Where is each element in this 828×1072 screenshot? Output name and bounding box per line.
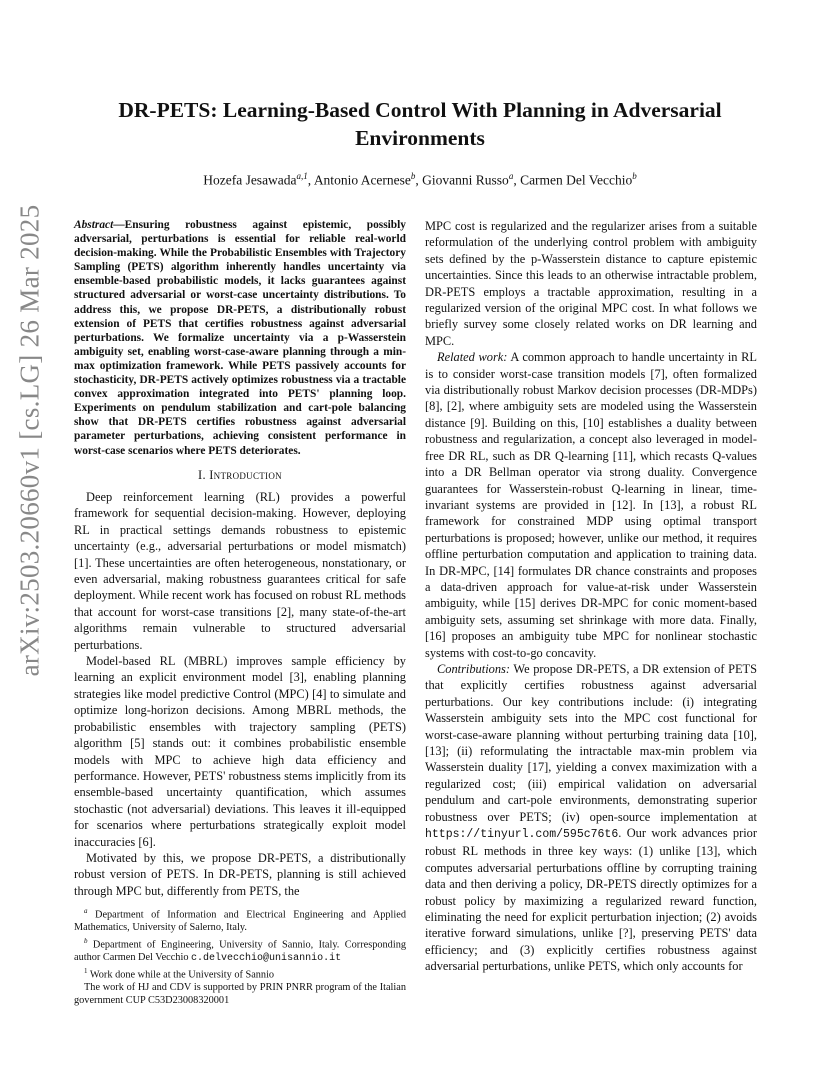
left-column <box>74 218 406 899</box>
footnote-text: Department of Information and Electrical Engineering and Applied Mathematics, University of Salerno, Italy. <box>74 909 406 934</box>
arxiv-identifier: arXiv:2503.20660v1 [cs.LG] 26 Mar 2025 <box>14 204 45 676</box>
author-affiliation: a <box>508 171 514 181</box>
footnote-1 <box>74 965 406 982</box>
author-name: Hozefa Jesawada <box>203 172 297 188</box>
corresponding-email-link[interactable]: c.delvecchio@unisannio.it <box>191 952 342 964</box>
related-work-paragraph <box>425 349 757 661</box>
footnote-mark: 1 <box>84 967 88 976</box>
author-affiliation: a,1 <box>296 171 308 181</box>
intro-paragraph: Motivated by this, we propose DR-PETS, a distributionally robust version of PETS. In DR-PETS, planning is still achieved through MPC but, differently from PETS, the <box>74 850 406 898</box>
footnotes <box>74 905 406 1007</box>
right-column <box>425 218 757 975</box>
author-name: Carmen Del Vecchio <box>520 172 633 188</box>
author-list: Hozefa Jesawada$^{a,1}$, Antonio Acernese$^b$, Giovanni Russo$^a$, Carmen Del Vecchio$^b$ <box>203 171 637 188</box>
footnote-mark: b <box>84 936 88 945</box>
author-name: Antonio Acernese <box>313 172 411 188</box>
related-work-text: A common approach to handle uncertainty in RL is to consider worst-case transition models [7], often formalized via distributionally robust Markov decision processes (DR-MDPs) [8], [2], where ambiguity sets are modeled using the Wasserstein distance [9]. Building on this, [10] establishes a duality between robustness and regularization, a concept also leveraged in model-free DR RL, such as DR Q-learning [11], which recasts Q-values into a DR Bellman operator via strong duality. Convergence guarantees for Wasserstein-robust Q-learning in linear, time-invariant systems are provided in [12]. In [13], a robust RL framework for constrained MDP using optimal transport perturbations is proposed; however, unlike our method, it requires offline perturbation computation and application to training data. In DR-MPC, [14] formulates DR chance constraints and proposes a data-driven approach for value-at-risk under Wasserstein ambiguity, while [15] derives DR-MPC for conic moment-based ambiguity sets, assuming set shrinkage with more data. Finally, [16] proposes an ambiguity tube MPC for nonlinear stochastic systems with cost-to-go concavity. <box>425 350 757 660</box>
section-heading-introduction: I. Introduction <box>198 467 282 482</box>
continuation-paragraph: MPC cost is regularized and the regularizer arises from a suitable reformulation of the underlying control problem with ambiguity sets defined by the p-Wasserstein distance to capture epistemic uncertainties. Since this leads to an otherwise intractable problem, DR-PETS employs a tractable approximation, resulting in a regularized version of the original MPC cost. In what follows we briefly survey some closely related works on DR learning and MPC. <box>425 219 757 348</box>
abstract-label: Abstract <box>74 219 114 231</box>
author-affiliation: b <box>410 171 416 181</box>
contributions-heading: Contributions: <box>437 661 510 676</box>
footnote-mark: a <box>84 907 88 915</box>
contributions-text-continued: . Our work advances prior robust RL methods in three key ways: (1) unlike [13], which computes adversarial perturbations offline by corrupting training data and then deriving a policy, DR-PETS directly optimizes for a robust policy by maximizing a regularized reward function, eliminating the need for explicit perturbation injection; (2) avoids iterative forward simulations, unlike [?], preserving PETS' data efficiency; and (3) explicitly certifies robustness against adversarial perturbations, unlike PETS, which only accounts for <box>425 826 757 974</box>
footnote-affiliation-b <box>74 935 406 966</box>
footnote-affiliation-a <box>74 905 406 935</box>
funding-note: The work of HJ and CDV is supported by PRIN PNRR program of the Italian government CUP C53D23008320001 <box>74 982 406 1006</box>
author-name: Giovanni Russo <box>422 172 509 188</box>
author-affiliation: b <box>632 171 637 181</box>
arxiv-identifier-stamp <box>8 90 52 790</box>
footnote-text: Work done while at the University of Sannio <box>89 969 275 981</box>
intro-paragraph: Model-based RL (MBRL) improves sample efficiency by learning an explicit environment model [3], enabling planning strategies like model predictive Control (MPC) [4] to simulate and optimize long-horizon decisions. Among MBRL methods, the probabilistic ensembles with trajectory sampling (PETS) algorithm [5] stands out: it combines probabilistic ensemble models with MPC to achieve high data efficiency and performance. However, PETS' robustness stems implicitly from its ensemble-based uncertainty quantification, which assumes stochastic (not adversarial) deviations. This leaves it ill-equipped for scenarios where perturbations strategically exploit model inaccuracies [6]. <box>74 654 406 849</box>
abstract-text: Ensuring robustness against epistemic, possibly adversarial, perturbations is essential for reliable real-world decision-making. While the Probabilistic Ensembles with Trajectory Sampling (PETS) algorithm inherently handles uncertainty via ensemble-based probabilistic models, it lacks guarantees against structured adversarial or worst-case uncertainty distributions. To address this, we propose DR-PETS, a distributionally robust extension of PETS that certifies robustness against adversarial perturbations. We formalize uncertainty via a p-Wasserstein ambiguity set, enabling worst-case-aware planning through a min-max optimization framework. While PETS passively accounts for stochasticity, DR-PETS actively optimizes robustness via a tractable convex approximation integrated into PETS' planning loop. Experiments on pendulum stabilization and cart-pole balancing show that DR-PETS certifies robustness against adversarial parameter perturbations, achieving consistent performance in worst-case scenarios where PETS deteriorates. <box>74 219 406 457</box>
contributions-paragraph <box>425 661 757 975</box>
abstract: Abstract—Ensuring robustness against epistemic, possibly adversarial, perturbations is essential for reliable real-world decision-making. While the Probabilistic Ensembles with Trajectory Sampling (PETS) algorithm inherently handles uncertainty via ensemble-based probabilistic models, it lacks guarantees against structured adversarial or worst-case uncertainty distributions. To address this, we propose DR-PETS, a distributionally robust extension of PETS that certifies robustness against adversarial perturbations. We formalize uncertainty via a p-Wasserstein ambiguity set, enabling worst-case-aware planning through a min-max optimization framework. While PETS passively accounts for stochasticity, DR-PETS actively optimizes robustness via a tractable convex approximation integrated into PETS' planning loop. Experiments on pendulum stabilization and cart-pole balancing show that DR-PETS certifies robustness against adversarial parameter perturbations, achieving consistent performance in worst-case scenarios where PETS deteriorates. <box>74 219 406 457</box>
related-work-heading: Related work: <box>437 350 508 365</box>
paper-title: DR-PETS: Learning-Based Control With Planning in Adversarial Environments <box>118 98 722 150</box>
contributions-text: We propose DR-PETS, a DR extension of PETS that explicitly certifies robustness against adversarial perturbations. Our key contributions include: (i) integrating Wasserstein ambiguity sets into the MPC cost functional for worst-case-aware planning without perturbing training data [10], [13]; (ii) reformulating the intractable max-min problem via Wasserstein duality [17], yielding a convex maximization with a regularized cost; (iii) empirical validation on adversarial pendulum and cart-pole environments, demonstrating superior robustness over PETS; (iv) open-source implementation at <box>425 661 757 824</box>
intro-paragraph: Deep reinforcement learning (RL) provides a powerful framework for sequential decision-making. However, deploying RL in practical settings demands robustness to epistemic uncertainty (e.g., adversarial perturbations or model mismatch) [1]. These uncertainties are often heterogeneous, nonstationary, or even adversarial, making robustness guarantees critical for safe deployment. While recent work has focused on robust RL methods that account for worst-case transitions [2], many state-of-the-art algorithms remain vulnerable to structured adversarial perturbations. <box>74 490 406 652</box>
code-repository-link[interactable]: https://tinyurl.com/595c76t6 <box>425 828 619 842</box>
footnote-text: Department of Engineering, University of Sannio, Italy. Corresponding author Carmen Del Vecchio <box>74 939 406 963</box>
